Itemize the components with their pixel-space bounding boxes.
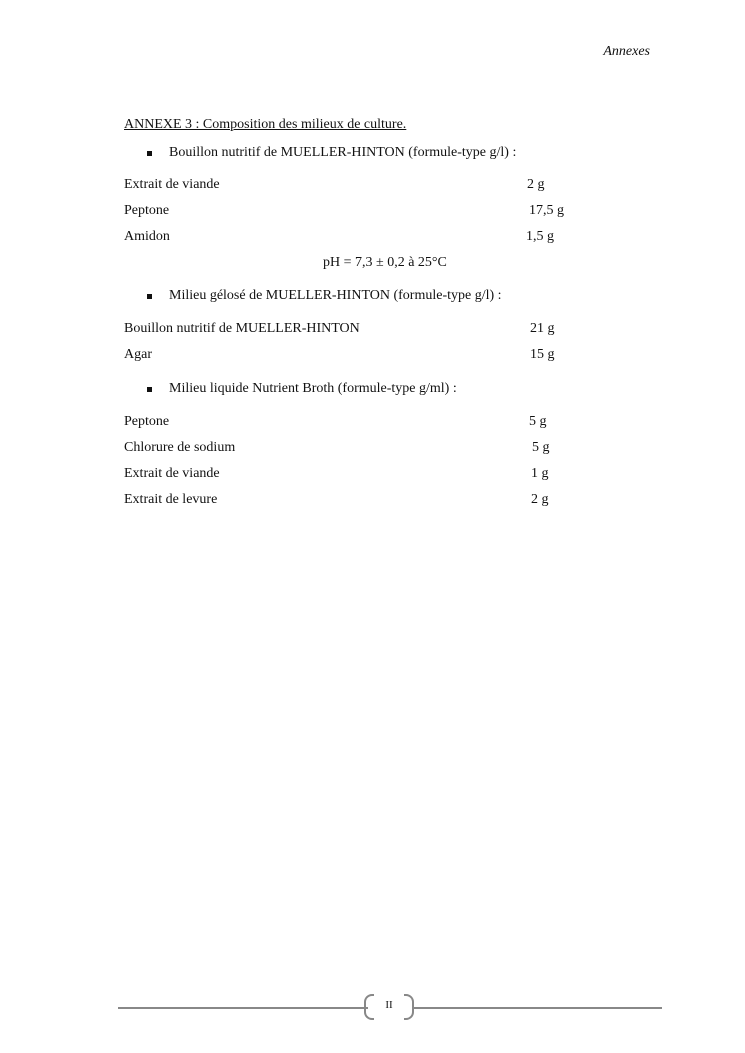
row-value: 5 g [532, 440, 550, 455]
section-heading-mueller-hinton-broth: Bouillon nutritif de MUELLER-HINTON (formule-type g/l) : [169, 145, 517, 160]
row-label: Bouillon nutritif de MUELLER-HINTON [124, 321, 360, 336]
page-header: Annexes [603, 44, 650, 59]
footer-bracket-left [364, 994, 374, 1020]
row-value: 1 g [531, 466, 549, 481]
ph-note: pH = 7,3 ± 0,2 à 25°C [323, 255, 447, 270]
row-label: Peptone [124, 203, 170, 218]
row-value: 2 g [527, 177, 545, 192]
row-label: Extrait de viande [124, 466, 220, 481]
row-label: Agar [124, 347, 152, 362]
annex-title: ANNEXE 3 : Composition des milieux de culture. [124, 117, 407, 132]
row-value: 21 g [530, 321, 555, 336]
row-value: 2 g [531, 492, 549, 507]
footer-rule-right [412, 1007, 662, 1009]
row-label: Amidon [124, 229, 170, 244]
page-number: II [385, 999, 393, 1011]
row-label: Extrait de viande [124, 177, 220, 192]
row-value: 15 g [530, 347, 555, 362]
row-value: 1,5 g [526, 229, 554, 244]
row-label: Chlorure de sodium [124, 440, 236, 455]
row-value: 5 g [529, 414, 547, 429]
section-heading-nutrient-broth: Milieu liquide Nutrient Broth (formule-type g/ml) : [169, 381, 457, 396]
row-value: 17,5 g [529, 203, 564, 218]
row-label: Extrait de levure [124, 492, 218, 507]
footer-rule-left [118, 1007, 368, 1009]
page-footer [0, 992, 745, 1024]
row-label: Peptone [124, 414, 170, 429]
section-heading-mueller-hinton-agar: Milieu gélosé de MUELLER-HINTON (formule-type g/l) : [169, 288, 502, 303]
